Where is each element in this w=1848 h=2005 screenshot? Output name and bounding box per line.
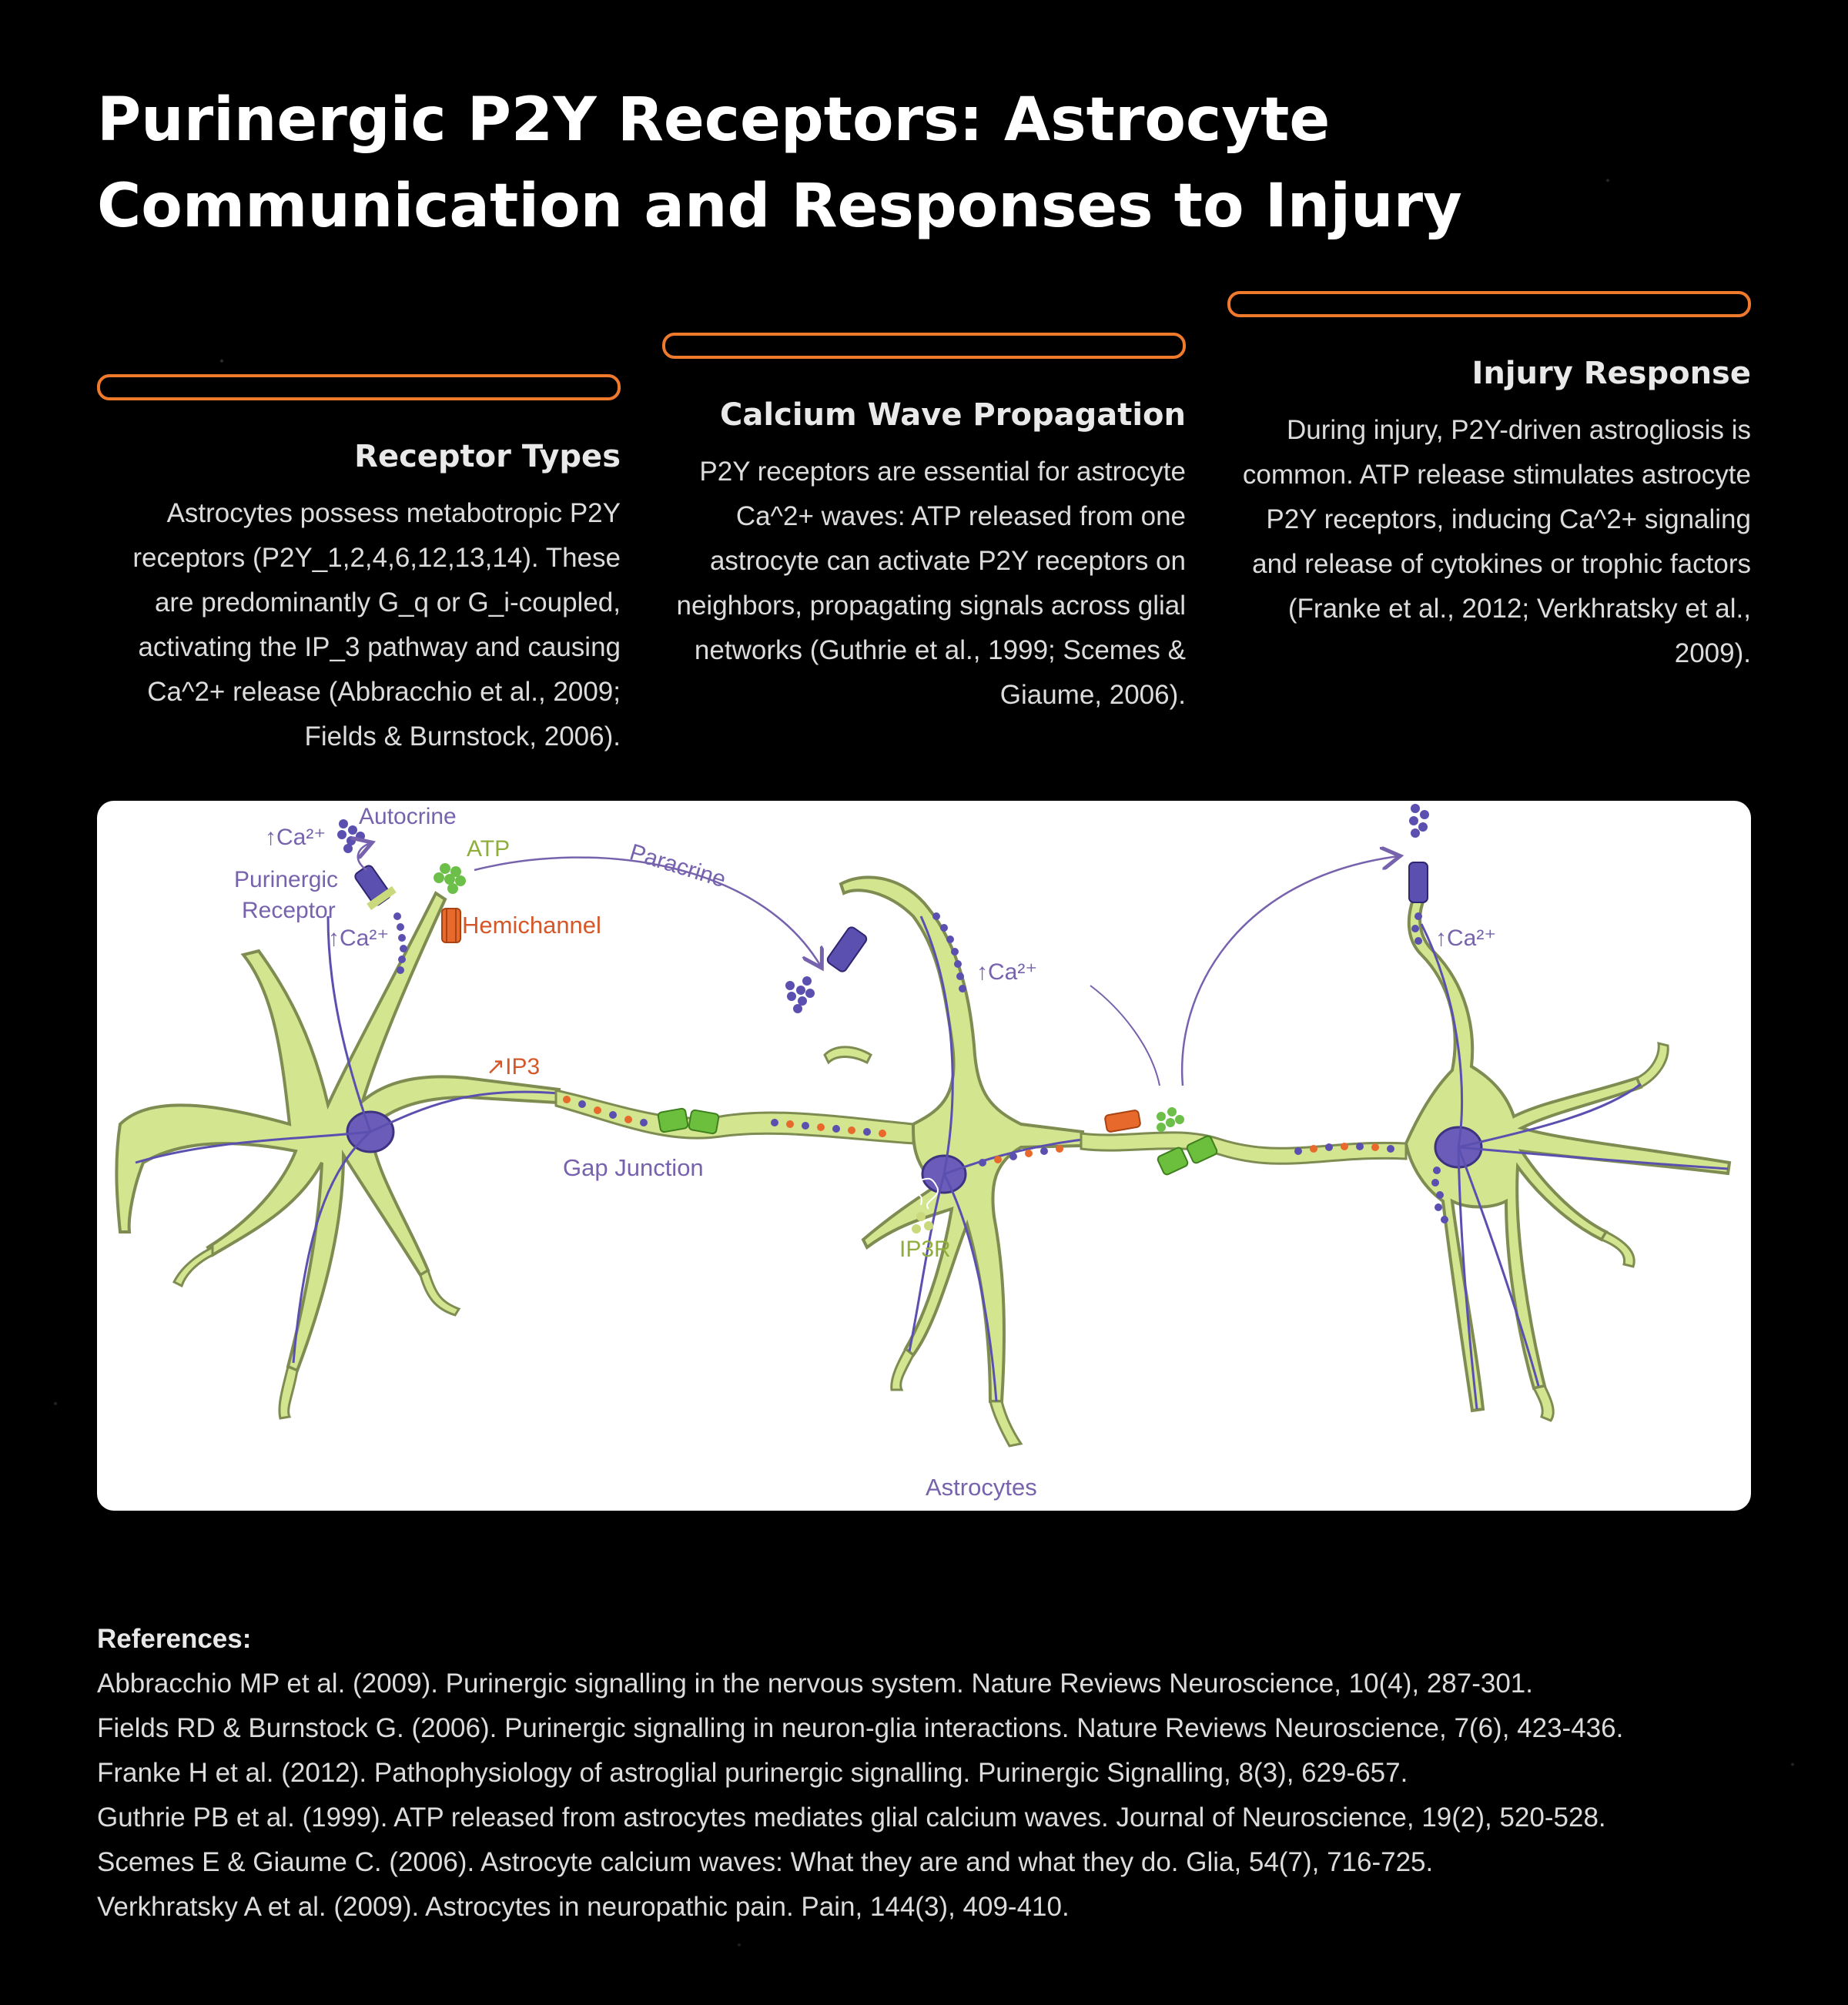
hemichannel-middle [1104, 1110, 1140, 1132]
section-receptor-types [97, 374, 621, 759]
references-heading: References: [97, 1624, 252, 1654]
reference-item: Fields RD & Burnstock G. (2006). Purinergic signalling in neuron-glia interactions. Nature Reviews Neuroscience, 7(6), 423-436. [97, 1713, 1624, 1743]
section-body: P2Y receptors are essential for astrocyte Ca^2+ waves: ATP released from one astrocyte can activate P2Y receptors on neighbors, propagating signals across glial networks (Guthrie et al., 1999; Scemes & Giaume, 2006). [676, 457, 1186, 710]
reference-item: Verkhratsky A et al. (2009). Astrocytes in neuropathic pain. Pain, 144(3), 409-410. [97, 1892, 1070, 1922]
label-hemichannel: Hemichannel [462, 912, 601, 939]
astrocyte-right [1406, 893, 1729, 1421]
section-injury-response [1227, 291, 1751, 676]
purinergic-receptor-middle [825, 926, 868, 973]
section-accent-bar [1227, 291, 1751, 317]
section-body: During injury, P2Y-driven astrogliosis is common. ATP release stimulates astrocyte P2Y receptors, inducing Ca^2+ signaling and release of cytokines or trophic factors (Franke et al., 2012; Verkhratsky et al., 2009). [1242, 415, 1751, 668]
purinergic-receptor-left [353, 864, 397, 910]
label-paracrine: Paracrine [626, 839, 729, 893]
reference-item: Franke H et al. (2012). Pathophysiology of astroglial purinergic signalling. Purinergic Signalling, 8(3), 629-657. [97, 1758, 1408, 1788]
label-receptor: Receptor [242, 898, 336, 923]
label-atp: ATP [467, 836, 511, 862]
atp-cluster-middle [1157, 1107, 1184, 1132]
section-accent-bar [662, 333, 1186, 359]
section-calcium-wave [662, 333, 1186, 718]
label-purinergic: Purinergic [234, 867, 339, 892]
reference-item: Guthrie PB et al. (1999). ATP released from astrocytes mediates glial calcium waves. Journal of Neuroscience, 19(2), 520-528. [97, 1802, 1606, 1833]
astrocyte-diagram [97, 801, 1751, 1511]
hemichannel-left [442, 909, 460, 942]
cell-body [116, 893, 559, 1371]
purinergic-receptor-right [1409, 862, 1428, 902]
reference-item: Scemes E & Giaume C. (2006). Astrocyte calcium waves: What they are and what they do. Glia, 54(7), 716-725. [97, 1847, 1434, 1877]
section-heading: Injury Response [1471, 356, 1751, 391]
label-autocrine: Autocrine [359, 804, 457, 829]
reference-item: Abbracchio MP et al. (2009). Purinergic signalling in the nervous system. Nature Reviews Neuroscience, 10(4), 287-301. [97, 1669, 1533, 1699]
astrocyte-middle [825, 877, 1083, 1446]
references [97, 1617, 1751, 1930]
label-ca-right: ↑Ca²⁺ [1435, 926, 1497, 951]
section-heading: Calcium Wave Propagation [720, 397, 1186, 433]
section-body: Astrocytes possess metabotropic P2Y receptors (P2Y_1,2,4,6,12,13,14). These are predominantly G_q or G_i-coupled, activating the IP_3 pathway and causing Ca^2+ release (Abbracchio et al., 2009; Fields & Burnstock, 2006). [132, 498, 621, 751]
label-ip3: ↗IP3 [486, 1054, 541, 1079]
label-astrocytes: Astrocytes [926, 1474, 1037, 1501]
section-heading: Receptor Types [354, 439, 621, 474]
label-gap-junction: Gap Junction [563, 1154, 704, 1181]
ligand-cluster-middle [785, 976, 815, 1013]
ligand-cluster-right [1409, 804, 1429, 838]
section-accent-bar [97, 374, 621, 400]
label-ca-left-process: ↑Ca²⁺ [328, 926, 390, 951]
paracrine-arrow-right [1182, 856, 1398, 1086]
astrocyte-left [116, 893, 559, 1418]
label-ca-autocrine: ↑Ca²⁺ [265, 825, 326, 850]
label-ca-middle: ↑Ca²⁺ [976, 959, 1038, 985]
page-title: Purinergic P2Y Receptors: Astrocyte Communication and Responses to Injury [97, 85, 1462, 241]
label-ip3r: IP3R [899, 1237, 951, 1262]
atp-cluster-left [434, 863, 466, 894]
